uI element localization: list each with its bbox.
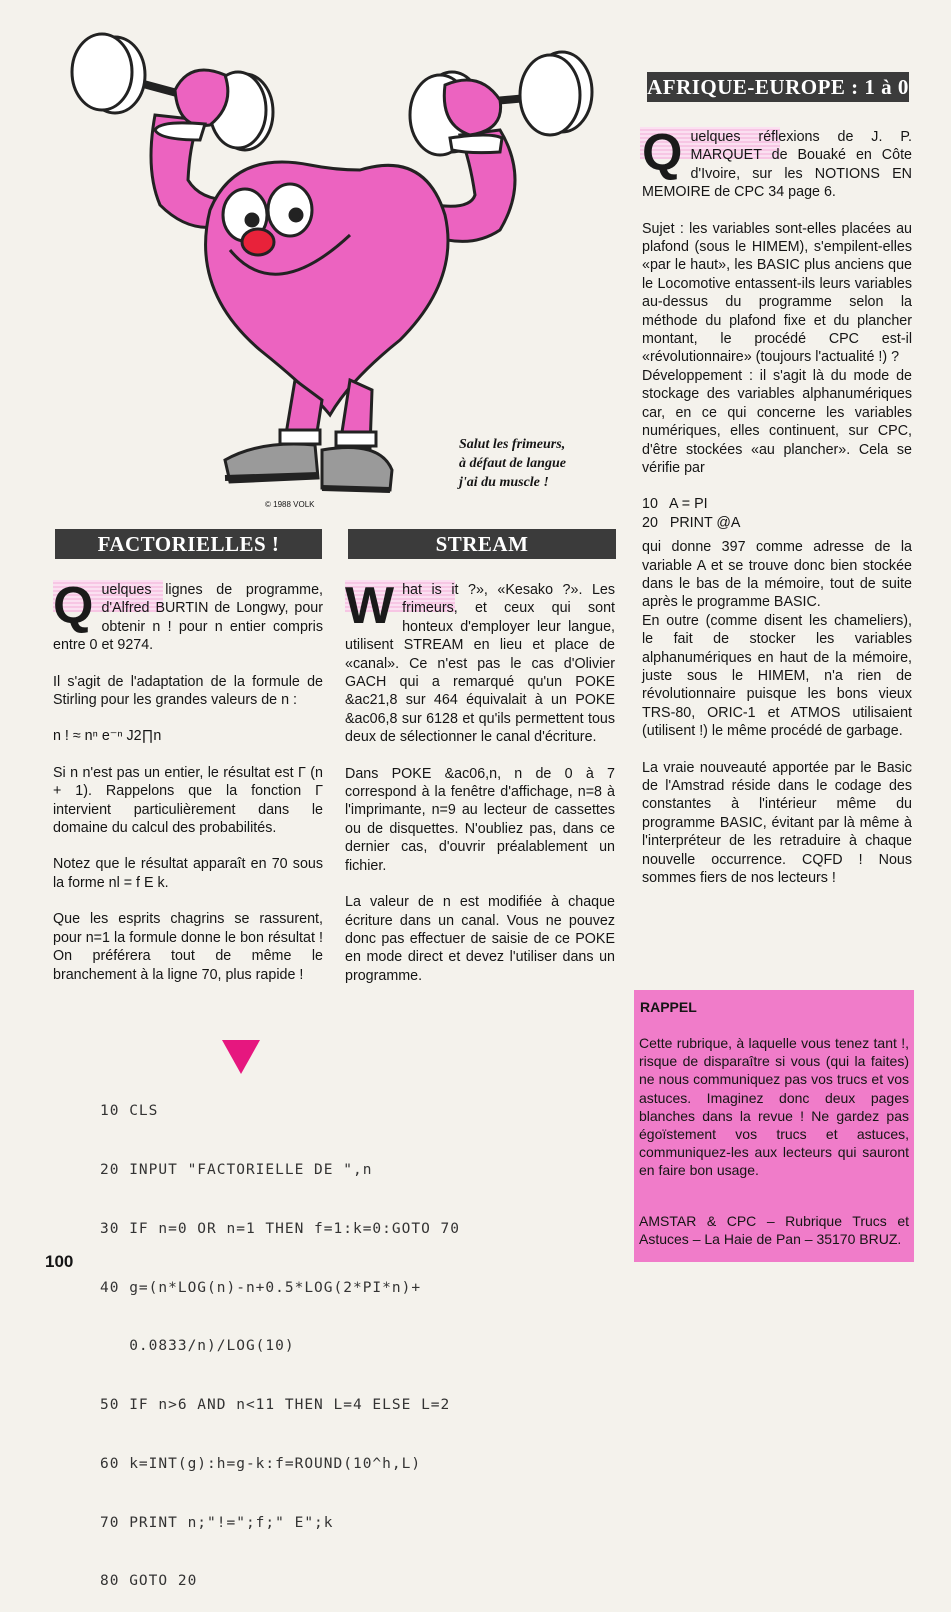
rappel-title: RAPPEL <box>640 999 697 1015</box>
factorielles-p2: Il s'agit de l'adaptation de la formule de Stirling pour les grandes valeurs de n : <box>53 673 323 709</box>
factorielles-article <box>53 577 323 1002</box>
afrique-article <box>642 124 912 905</box>
afrique-p2: Sujet : les variables sont-elles placées au plafond (sous le HIMEM), s'empilent-elles «par le haut», les BASIC plus anciens que le Locomotive entassent-ils leurs variables au-dessus du programme selon la méthode du plafond fixe et du plancher montant, le procédé CPC est-il «révolutionnaire» (toujours l'actualité !) ? <box>642 220 912 366</box>
dropcap: Q <box>642 124 683 182</box>
illustration-caption: Salut les frimeurs, à défaut de langue j'ai du muscle ! <box>459 437 566 490</box>
basic-program-listing <box>100 1063 460 1612</box>
afrique-p6: La vraie nouveauté apportée par le Basic de l'Amstrad réside dans le codage des constantes à l'intérieur même du programme BASIC, évitant par là même à l'interpréteur de les retraduire à chaque nouvelle occurrence. CQFD ! Nous sommes fiers de nos lecteurs ! <box>642 759 912 887</box>
factorielles-intro: uelques lignes de programme, d'Alfred BURTIN de Longwy, pour obtenir n ! pour n entier compris entre 0 et 9274. <box>53 582 323 654</box>
code-line: 70 PRINT n;"!=";f;" E";k <box>100 1514 334 1531</box>
code-line: 50 IF n>6 AND n<11 THEN L=4 ELSE L=2 <box>100 1397 451 1414</box>
code-line: 0.0833/n)/LOG(10) <box>100 1338 295 1355</box>
sneakers <box>225 444 392 490</box>
page-number: 100 <box>45 1252 74 1271</box>
afrique-code: 10 A = PI 20 PRINT @A <box>642 496 741 531</box>
illustration-credit: © 1988 VOLK <box>265 500 315 509</box>
stream-intro: hat is it ?», «Kesako ?». Les frimeurs, et ceux qui sont honteux d'employer leur langue, utilisent STREAM en lieu et place de «canal». Ce n'est pas le cas d'Olivier GACH qui a remarqué qu'un POKE &ac21,8 sur 464 équivalait à un POKE &ac06,8 sur 6128 et qu'ils permettent tous deux de sélectionner le canal d'écriture. <box>345 582 615 746</box>
dropcap: Q <box>53 577 94 635</box>
dropcap: W <box>345 577 395 635</box>
stirling-formula: n ! ≈ nⁿ e⁻ⁿ J2∏n <box>53 728 162 745</box>
rappel-body: Cette rubrique, à laquelle vous tenez tant !, risque de disparaître si vous (qui la faites) ne nous communiquez pas vos trucs et vos astuces. Imaginez donc deux pages blanches dans la revue ! Ne gardez pas égoïstement vos trucs et astuces, communiquez-les aux lecteurs qui sauront en faire bon usage. <box>639 1035 909 1179</box>
code-line: 10 CLS <box>100 1103 159 1120</box>
stream-p3: La valeur de n est modifiée à chaque écriture dans un canal. Vous ne pouvez donc pas effectuer de saisie de ce POKE en mode direct et devez l'utiliser dans un programme. <box>345 894 615 984</box>
factorielles-p4: Notez que le résultat apparaît en 70 sous la forme nl = f E k. <box>53 856 323 891</box>
rappel-box <box>634 990 914 1262</box>
factorielles-p3: Si n n'est pas un entier, le résultat est Γ (n + 1). Rappelons que la fonction Γ intervient particulièrement dans le domaine du calcul des probabilités. <box>53 764 323 837</box>
code-line: 80 GOTO 20 <box>100 1573 198 1590</box>
rappel-address: AMSTAR & CPC – Rubrique Trucs et Astuces – La Haie de Pan – 35170 BRUZ. <box>639 1213 909 1248</box>
factorielles-p5: Que les esprits chagrins se rassurent, pour n=1 la formule donne le bon résultat ! On préférera tout de même le branchement à la ligne 70, plus rapide ! <box>53 911 323 983</box>
code-line: 20 INPUT "FACTORIELLE DE ",n <box>100 1161 373 1178</box>
afrique-intro: uelques réflexions de J. P. MARQUET de Bouaké en Côte d'Ivoire, sur les NOTIONS EN MEMOIRE de CPC 34 page 6. <box>642 129 912 201</box>
afrique-p4: qui donne 397 comme adresse de la variable A et se trouve donc bien stockée dans le bas de la mémoire, tout de suite après le programme BASIC. <box>642 539 912 611</box>
stream-header: STREAM <box>348 529 616 559</box>
factorielles-header: FACTORIELLES ! <box>55 529 322 559</box>
afrique-p5: En outre (comme disent les chameliers), le fait de stocker les variables alphanumériques en haut de la mémoire, juste sous le HIMEM, n'a rien de révolutionnaire puisque les bons vieux TRS-80, ORIC-1 et ATMOS utilisaient (utilisent !) le même procédé de garbage. <box>642 612 912 740</box>
afrique-europe-header: AFRIQUE-EUROPE : 1 à 0 <box>647 72 909 102</box>
stream-article <box>345 577 615 1003</box>
code-line: 60 k=INT(g):h=g-k:f=ROUND(10^h,L) <box>100 1455 422 1472</box>
code-line: 30 IF n=0 OR n=1 THEN f=1:k=0:GOTO 70 <box>100 1220 461 1237</box>
afrique-p3: Développement : il s'agit là du mode de stockage des variables alphanumériques car, en ce qui concerne les variables numériques, elles continuent, sur CPC, d'être stockées «au plancher». Cela se vérifie par <box>642 367 912 476</box>
code-line: 40 g=(n*LOG(n)-n+0.5*LOG(2*PI*n)+ <box>100 1279 422 1296</box>
stream-p2: Dans POKE &ac06,n, n de 0 à 7 correspond à la fenêtre d'affichage, n=8 à l'imprimante, n=9 au lecteur de cassettes ou de disquettes. N'oubliez pas, dans ce dernier cas, d'ouvrir préalablement un fichier. <box>345 765 615 874</box>
